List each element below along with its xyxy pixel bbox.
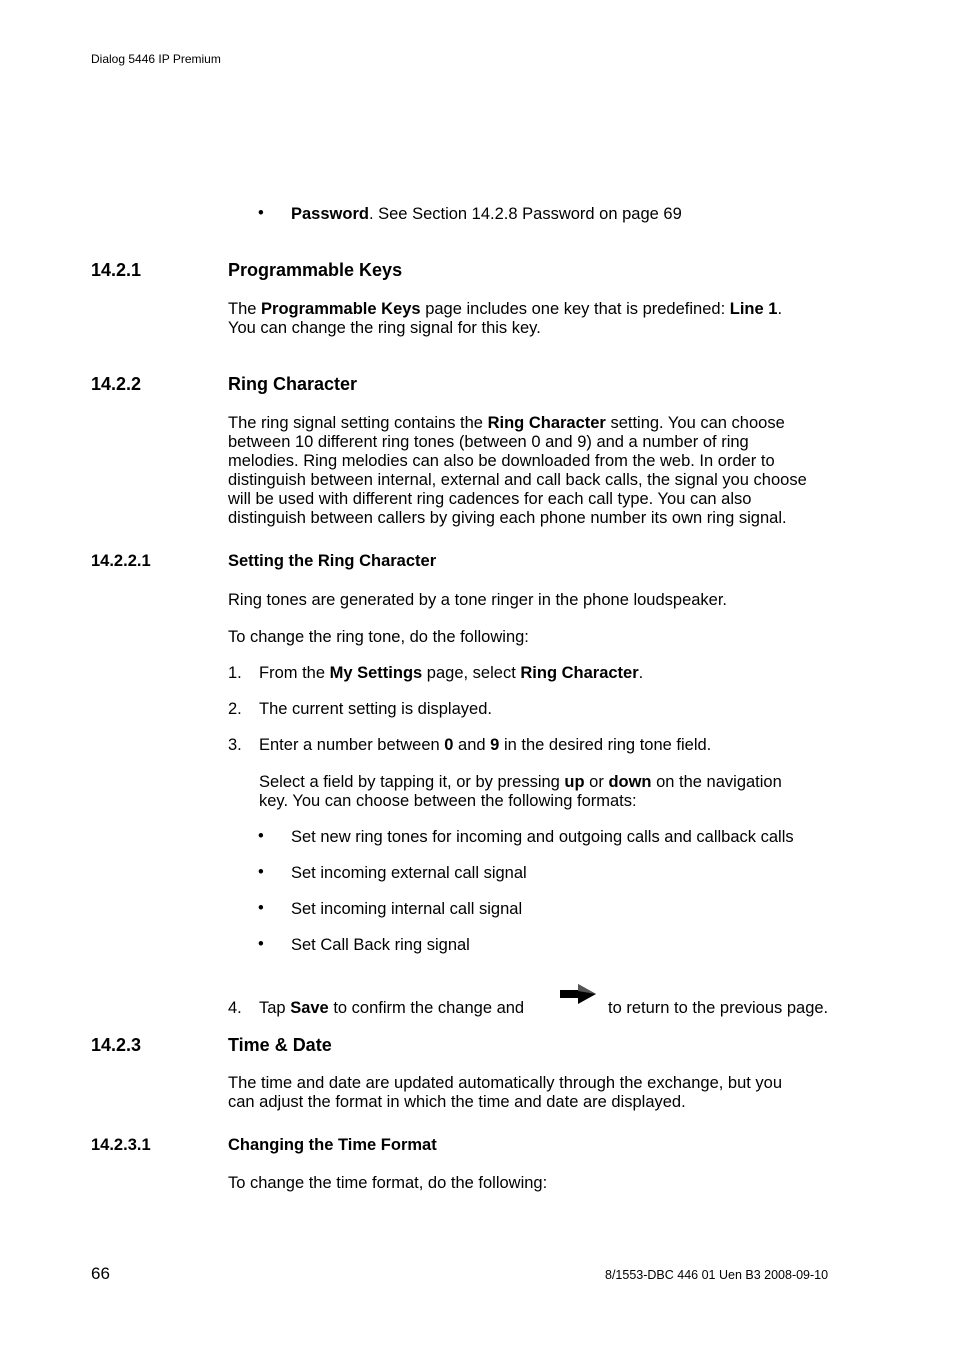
bullet-marker: • — [258, 899, 264, 917]
section-number: 14.2.1 — [91, 260, 142, 280]
subsection-number: 14.2.2.1 — [91, 552, 151, 570]
paragraph-line: between 10 different ring tones (between 0 and 9) and a number of ring — [228, 433, 749, 451]
step-text-continued: to return to the previous page. — [608, 999, 829, 1017]
subsection-number: 14.2.3.1 — [91, 1136, 151, 1154]
running-header: Dialog 5446 IP Premium — [91, 52, 221, 66]
step-number: 1. — [228, 664, 242, 682]
step-detail: key. You can choose between the following formats: — [259, 792, 637, 810]
paragraph: Ring tones are generated by a tone ringer in the phone loudspeaker. — [228, 591, 728, 609]
step-detail: Select a field by tapping it, or by pressing up or down on the navigation — [259, 773, 782, 791]
section-title: Programmable Keys — [228, 260, 403, 280]
step-number: 3. — [228, 736, 242, 754]
paragraph: To change the time format, do the following: — [228, 1174, 548, 1192]
bullet-marker: • — [258, 827, 264, 845]
bullet-marker: • — [258, 863, 264, 881]
paragraph-line: melodies. Ring melodies can also be downloaded from the web. In order to — [228, 452, 775, 470]
paragraph: You can change the ring signal for this key. — [228, 319, 541, 337]
step-text: From the My Settings page, select Ring Character. — [259, 664, 644, 682]
subsection-title: Setting the Ring Character — [228, 552, 437, 570]
paragraph-line: will be used with different ring cadences for each call type. You can also — [228, 490, 752, 508]
password-bullet: Password. See Section 14.2.8 Password on page 69 — [291, 205, 682, 223]
step-text: The current setting is displayed. — [259, 700, 492, 718]
paragraph-line: distinguish between internal, external and call back calls, the signal you choose — [228, 471, 807, 489]
subsection-title: Changing the Time Format — [228, 1136, 437, 1154]
format-bullet: Set incoming internal call signal — [291, 900, 523, 918]
bullet-marker: • — [258, 935, 264, 953]
format-bullet: Set incoming external call signal — [291, 864, 527, 882]
paragraph-line: can adjust the format in which the time and date are displayed. — [228, 1093, 686, 1111]
step-text: Tap Save to confirm the change and — [259, 999, 525, 1017]
paragraph-line: The ring signal setting contains the Ring Character setting. You can choose — [228, 414, 785, 432]
section-number: 14.2.2 — [91, 374, 142, 394]
format-bullet: Set new ring tones for incoming and outgoing calls and callback calls — [291, 828, 794, 846]
section-title: Time & Date — [228, 1035, 332, 1055]
paragraph-line: distinguish between callers by giving each phone number its own ring signal. — [228, 509, 787, 527]
page-number: 66 — [91, 1264, 110, 1283]
step-number: 2. — [228, 700, 242, 718]
paragraph: To change the ring tone, do the following: — [228, 628, 529, 646]
paragraph: The Programmable Keys page includes one key that is predefined: Line 1. — [228, 300, 783, 318]
bullet-marker: • — [258, 204, 264, 222]
right-arrow-icon — [558, 983, 598, 1007]
format-bullet: Set Call Back ring signal — [291, 936, 470, 954]
step-text: Enter a number between 0 and 9 in the desired ring tone field. — [259, 736, 712, 754]
step-number: 4. — [228, 999, 242, 1017]
section-title: Ring Character — [228, 374, 358, 394]
document-reference: 8/1553-DBC 446 01 Uen B3 2008-09-10 — [605, 1268, 829, 1282]
paragraph-line: The time and date are updated automatically through the exchange, but you — [228, 1074, 783, 1092]
section-number: 14.2.3 — [91, 1035, 142, 1055]
